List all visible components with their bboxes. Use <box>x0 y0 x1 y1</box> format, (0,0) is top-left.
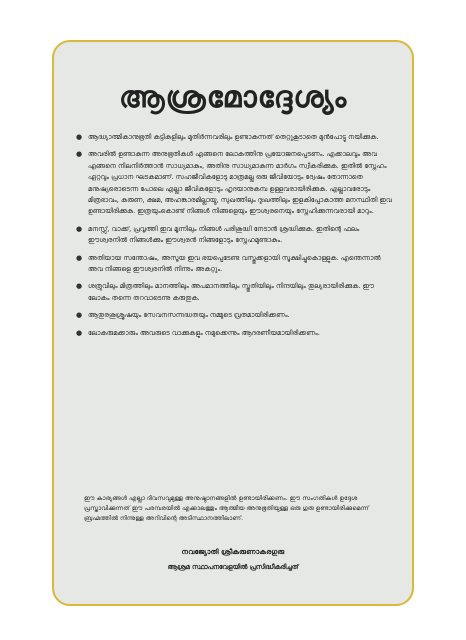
footer-note: ഈ കാര്യങ്ങൾ എല്ലാ ദിവസവുമുള്ള അനുഷ്ഠാനങ്ങളിൽ ഉണ്ടായിരിക്കണം. ഈ സംഗതികൾ ഉദ്ദേശ പ്രസ്താവിക്കുന്നത് ഈ പരമ്പരയിൽ എക്കാലത്തും ആത്മീയ അനുഭൂതിയുള്ള ഒരു ഗുരു ഉണ്ടായിരിക്കുമെന്ന് ബ്രഹ്മത്തിൽ നിന്നുള്ള അറിവിന്റെ അടിസ്ഥാനത്തിലാണ്. <box>84 495 369 522</box>
bullet-icon: ● <box>76 253 83 262</box>
bullet-icon: ● <box>76 133 83 141</box>
bullet-icon: ● <box>76 328 83 337</box>
list-item-text: അതിയായ സന്തോഷം, അസൂയ ഇവ ഭയപ്പെടേണ്ട വസ്തുക്കളായി സൂക്ഷിച്ചുകൊള്ളുക. എന്തെന്നാൽ അവ നിങ്ങളെ ഈശ്വരനിൽ നിന്നും അകറ്റും. <box>88 253 381 274</box>
list-item-text: അവരിൽ ഉണ്ടാകുന്ന അനുഭൂതികൾ എങ്ങനെ ലോകത്തിനു പ്രയോജനപ്പെടണം. എക്കാലവും അവ എങ്ങനെ നിലനിർത്താൻ സാധ്യമാകും, അതിനു സാധ്യമാകുന്ന മാർഗം സ്വീകരിക്കുക. ഇതിൽ സ്നേഹം ഏറ്റവും പ്രധാന ഘടകമാണ്. സഹജീവികളോടു മാത്രമല്ല ഒരു ജീവിയോടും ദ്വേഷം തോന്നാതെ മനുഷ്യരൊടെന്ന പോലെ എല്ലാ ജീവികളോടും ഹൃദയാനുകമ്പ ഉള്ളവരായിരിക്കുക. എല്ലാവരോടും മിത്രഭാവം, കരുണ, ക്ഷമ, അഹങ്കാരമില്ലായ്മ, സുഖത്തിലും ദുഃഖത്തിലും ഇളകിപ്പോകാത്ത മനസ്ഥിതി ഇവ ഉണ്ടായിരിക്കുക. ഇത്രയുംകൊണ്ട് നിങ്ങൾ നിങ്ങളെയും ഈശ്വരനെയും സ്നേഹിക്കുന്നവരായി മാറും. <box>88 150 392 216</box>
page-title: ആശ്രമോദ്ദേശ്യം <box>118 80 348 115</box>
list-item <box>76 224 396 247</box>
list-item <box>76 310 396 321</box>
list-item <box>76 149 396 217</box>
list-item-text: മനസ്സ്, വാക്ക്, പ്രവൃത്തി ഇവ മൂന്നിലും നിങ്ങൾ പരിശുദ്ധി നേടാൻ ശ്രദ്ധിക്കുക. ഇതിന്റെ ഫലം ഈശ്വരനിൽ നിങ്ങൾക്കും ഈശ്വരൻ നിങ്ങളോടും സ്നേഹമുണ്ടാകും. <box>88 224 360 245</box>
purpose-list <box>76 132 396 345</box>
list-item-text: ശത്രുവിലും മിത്രത്തിലും മാനത്തിലും അപമാനത്തിലും സ്തുതിയിലും നിന്ദയിലും തുല്യരായിരിക്കുക. ഈ ലോകം തന്നെ തറവാടെന്നു കരുതുക. <box>88 282 374 302</box>
bullet-icon: ● <box>76 311 83 320</box>
list-item <box>76 132 396 143</box>
bullet-icon: ● <box>76 150 83 159</box>
purpose-card <box>52 40 414 606</box>
signature-name: നവജ്യോതി ശ്രീകരുണാകരഗുരു <box>181 547 285 556</box>
list-item <box>76 253 396 276</box>
list-item <box>76 328 396 339</box>
list-item <box>76 281 396 304</box>
bullet-icon: ● <box>76 282 83 291</box>
list-item-text: ആതുരശുശ്രൂഷയും സേവനസന്നദ്ധതയും നമ്മുടെ വ്രതമായിരിക്കണം. <box>88 311 290 320</box>
list-item-text: ആദ്ധ്യാത്മികാനുഭൂതി കുട്ടികളിലും മുതിർന്നവരിലും ഉണ്ടാകുന്നത് തെറ്റുകൂടാതെ മുൻപോട്ടു നയിക്കുക. <box>88 133 379 141</box>
signature-note: ആശ്രമ സ്ഥാപനവേളയിൽ പ്രസിദ്ധീകരിച്ചത് <box>167 563 299 571</box>
bullet-icon: ● <box>76 224 83 233</box>
list-item-text: ലോകരുമക്കാരും അവരുടെ വാക്കുകളും നമുക്കെന്നും ആദരണീയമായിരിക്കണം. <box>88 328 320 337</box>
